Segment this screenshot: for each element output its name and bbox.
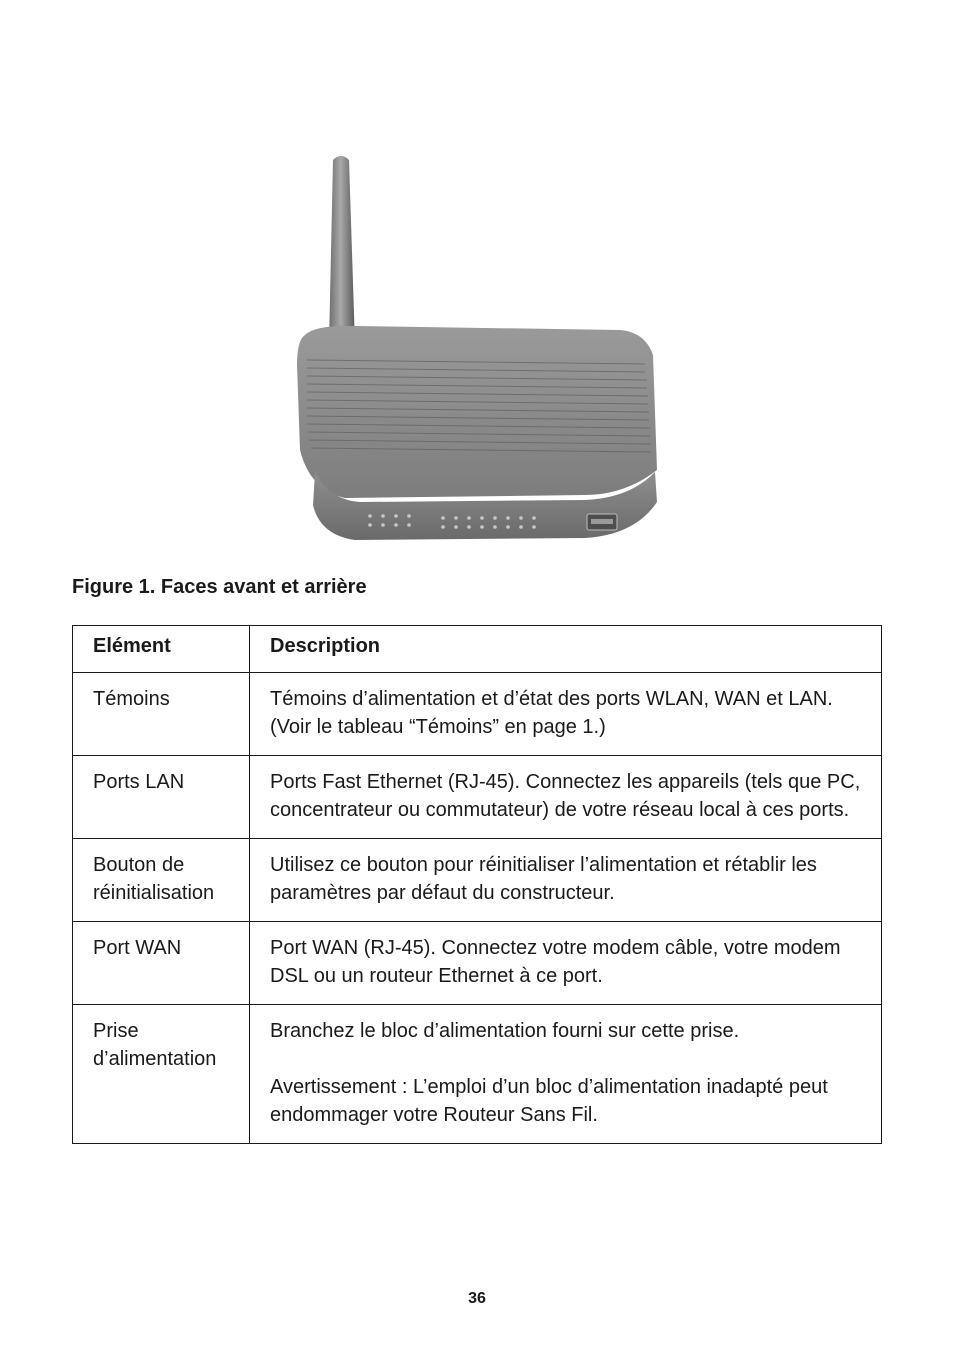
table-row (73, 922, 882, 1005)
element-cell: Prise d’alimentation (73, 1005, 250, 1144)
table-row (73, 839, 882, 922)
page-number: 36 (468, 1290, 486, 1307)
table-row (73, 756, 882, 839)
description-text: Ports Fast Ethernet (RJ-45). Connectez les appareils (tels que PC, concentrateur ou commutateur) de votre réseau local à ces ports. (270, 771, 861, 821)
description-text: Utilisez ce bouton pour réinitialiser l’alimentation et rétablir les paramètres par défaut du constructeur. (270, 854, 817, 904)
element-cell: Bouton de réinitialisation (73, 839, 250, 922)
description-text: Branchez le bloc d’alimentation fourni sur cette prise. (270, 1020, 740, 1042)
table-row (73, 673, 882, 756)
header-description: Description (250, 626, 882, 673)
description-text: Témoins d’alimentation et d’état des ports WLAN, WAN et LAN. (Voir le tableau “Témoins” en page 1.) (270, 688, 833, 738)
table-header-row (73, 626, 882, 673)
header-element: Elément (73, 626, 250, 673)
description-cell (250, 1005, 882, 1144)
description-text: Port WAN (RJ-45). Connectez votre modem câble, votre modem DSL ou un routeur Ethernet à ce port. (270, 937, 841, 987)
warning-text: Avertissement : L’emploi d’un bloc d’alimentation inadapté peut endommager votre Routeur Sans Fil. (270, 1076, 828, 1126)
router-illustration (285, 150, 670, 545)
table-row (73, 1005, 882, 1144)
element-cell: Témoins (73, 673, 250, 756)
element-cell: Port WAN (73, 922, 250, 1005)
element-cell: Ports LAN (73, 756, 250, 839)
description-cell (250, 839, 882, 922)
description-cell (250, 756, 882, 839)
figure-caption: Figure 1. Faces avant et arrière (72, 576, 367, 598)
description-cell (250, 673, 882, 756)
element-description-table (72, 625, 882, 1144)
description-cell (250, 922, 882, 1005)
